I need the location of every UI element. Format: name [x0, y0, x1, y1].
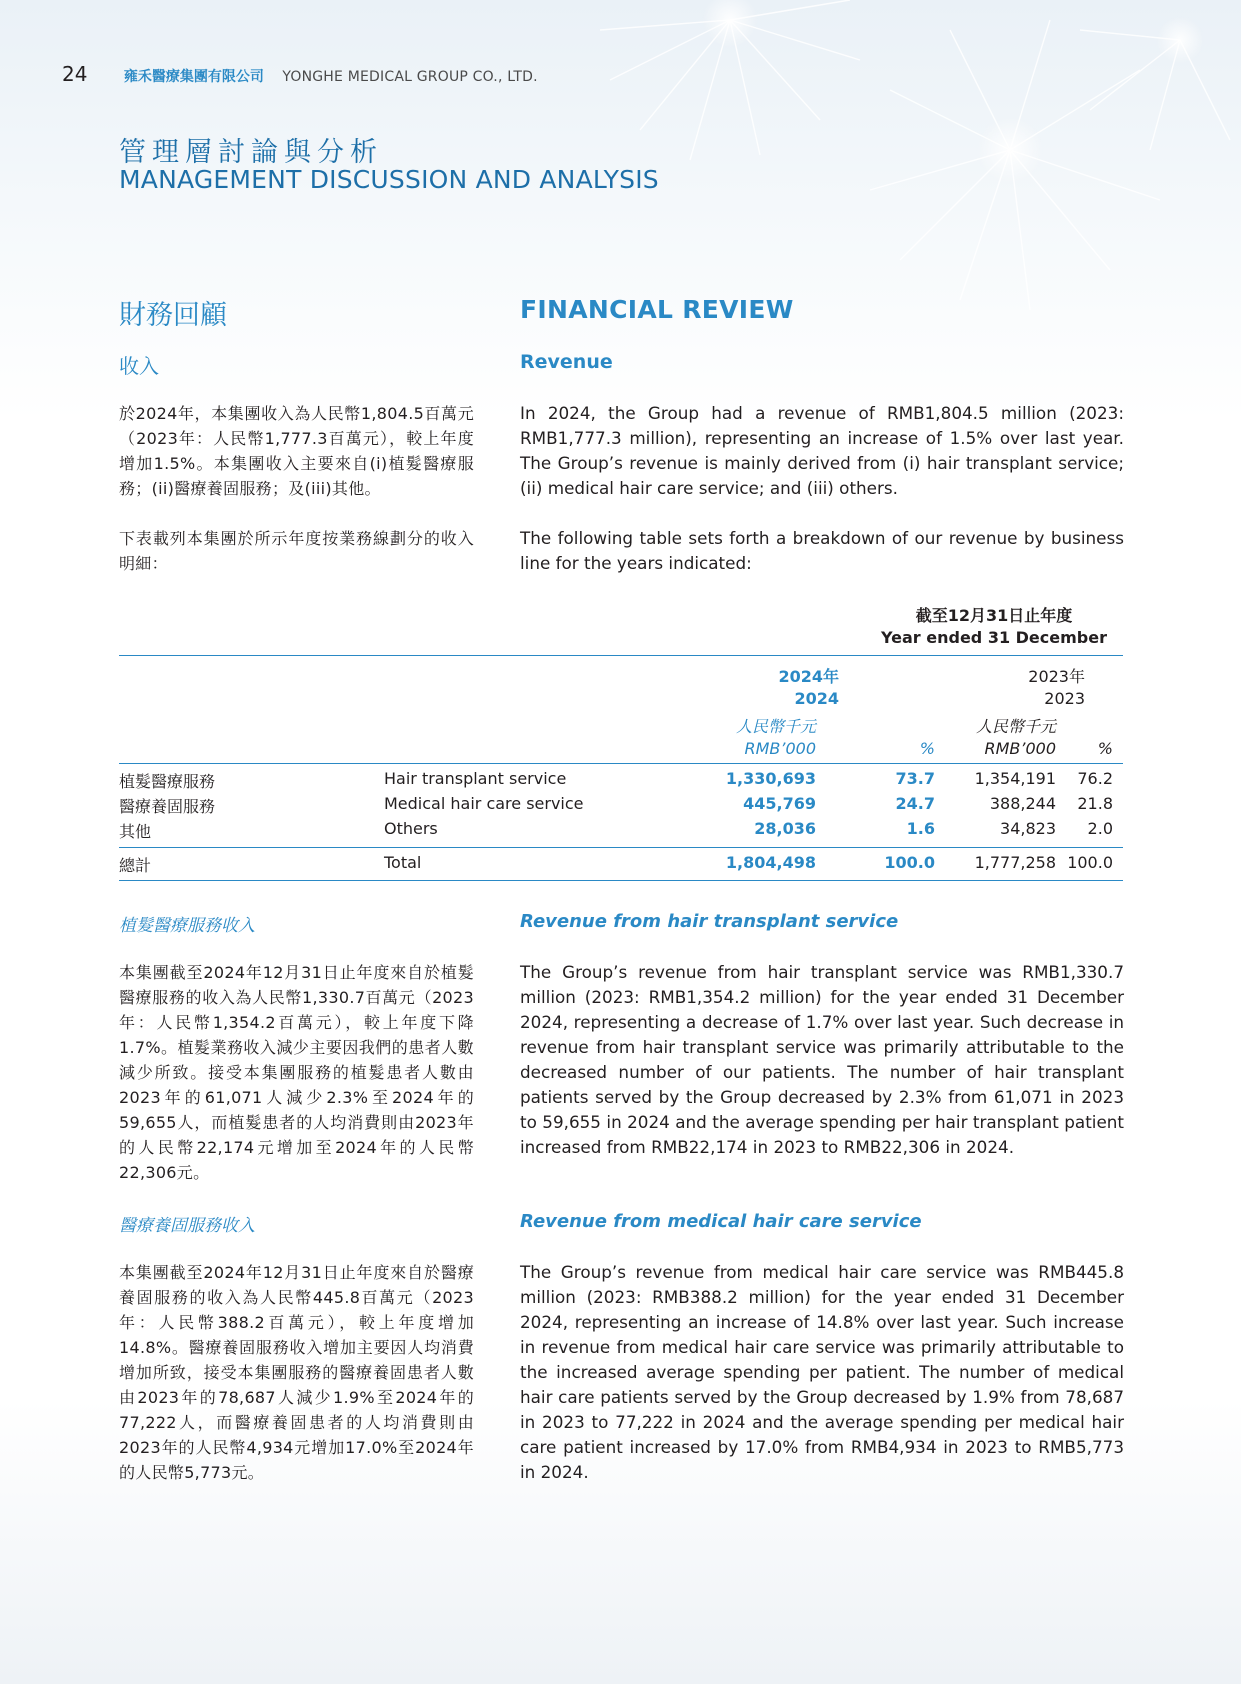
- table-row: [119, 819, 1123, 844]
- page-title-en: MANAGEMENT DISCUSSION AND ANALYSIS: [119, 165, 659, 194]
- table-year-2024-en: 2024: [794, 689, 839, 708]
- row-label-cn: 其他: [119, 822, 152, 841]
- revenue-paragraph-2-en: The following table sets forth a breakdown of our revenue by business line for the years indicated:: [520, 528, 1124, 573]
- row-value-2024: 445,769: [743, 794, 816, 813]
- row-pct-2023: 76.2: [1077, 769, 1113, 788]
- table-bottom-rule: [119, 880, 1123, 881]
- row-label-en: Others: [384, 819, 438, 838]
- row-label-cn: 植髮醫療服務: [119, 772, 216, 791]
- revenue-heading-en: Revenue: [520, 351, 613, 373]
- row-value-2023: 34,823: [1000, 819, 1056, 838]
- table-row: [119, 769, 1123, 794]
- total-pct-2024: 100.0: [884, 853, 935, 872]
- total-value-2023: 1,777,258: [974, 853, 1056, 872]
- table-period-cn: 截至12月31日止年度: [915, 606, 1073, 625]
- table-row: [119, 794, 1123, 819]
- table-year-2023-en: 2023: [1044, 689, 1085, 708]
- row-pct-2023: 2.0: [1087, 819, 1113, 838]
- table-year-2024-cn: 2024年: [778, 667, 839, 686]
- total-pct-2023: 100.0: [1067, 853, 1113, 872]
- row-value-2023: 388,244: [989, 794, 1056, 813]
- revenue-paragraph-1-en: In 2024, the Group had a revenue of RMB1,804.5 million (2023: RMB1,777.3 million), representing an increase of 1.5% over last year. The Group’s revenue is mainly derived from (i) hair transplant service; (ii) medical hair care service; and (iii) others.: [520, 403, 1124, 498]
- hair-transplant-paragraph-en: The Group’s revenue from hair transplant service was RMB1,330.7 million (2023: RMB1,354.2 million) for the year ended 31 December 2024, representing a decrease of 1.7% over last year. Such decrease in revenue from hair transplant service was primarily attributable to the decreased number of our patients. The number of hair transplant patients served by the Group decreased by 2.3% from 61,071 in 2023 to 59,655 in 2024 and the average spending per hair transplant patient increased from RMB22,174 in 2023 to RMB22,306 in 2024.: [520, 962, 1124, 1157]
- page-header: [62, 62, 538, 86]
- row-value-2023: 1,354,191: [974, 769, 1056, 788]
- revenue-paragraph-2-cn: 下表載列本集團於所示年度按業務線劃分的收入明細：: [119, 529, 474, 573]
- row-pct-2024: 1.6: [906, 819, 935, 838]
- total-value-2024: 1,804,498: [725, 853, 816, 872]
- company-name-cn: 雍禾醫療集團有限公司: [123, 69, 264, 85]
- table-total-rule: [119, 847, 1123, 848]
- row-label-en: Medical hair care service: [384, 794, 584, 813]
- revenue-heading-cn: 收入: [119, 354, 159, 378]
- table-unit-2023-en: RMB’000: [984, 739, 1056, 758]
- table-top-rule: [119, 655, 1123, 656]
- company-name-en: YONGHE MEDICAL GROUP CO., LTD.: [282, 69, 538, 85]
- hair-care-paragraph-cn: 本集團截至2024年12月31日止年度來自於醫療養固服務的收入為人民幣445.8百萬元（2023年：人民幣388.2百萬元），較上年度增加14.8%。醫療養固服務收入增加主要因人均消費增加所致，接受本集團服務的醫療養固患者人數由2023年的78,687人減少1.9%至2024年的77,222人，而醫療養固患者的人均消費則由2023年的人民幣4,934元增加17.0%至2024年的人民幣5,773元。: [119, 1263, 474, 1482]
- table-header-rule: [119, 763, 1123, 764]
- row-label-cn: 醫療養固服務: [119, 797, 216, 816]
- table-unit-2024-en: RMB’000: [744, 739, 816, 758]
- row-value-2024: 1,330,693: [725, 769, 816, 788]
- hair-care-heading-en: Revenue from medical hair care service: [520, 1211, 922, 1232]
- page-number: 24: [62, 62, 88, 86]
- row-pct-2024: 24.7: [895, 794, 935, 813]
- row-value-2024: 28,036: [754, 819, 816, 838]
- row-label-en: Hair transplant service: [384, 769, 567, 788]
- row-pct-2023: 21.8: [1077, 794, 1113, 813]
- table-unit-2024-cn: 人民幣千元: [735, 717, 816, 736]
- table-year-2023-cn: 2023年: [1028, 667, 1085, 686]
- hair-care-paragraph-en: The Group’s revenue from medical hair care service was RMB445.8 million (2023: RMB388.2 million) for the year ended 31 December 2024, representing an increase of 14.8% over last year. Such increase in revenue from medical hair care service was primarily attributable to the increased average spending per patient. The number of medical hair care patients served by the Group decreased by 1.9% from 78,687 in 2023 to 77,222 in 2024 and the average spending per medical hair care patient increased by 17.0% from RMB4,934 in 2023 to RMB5,773 in 2024.: [520, 1262, 1124, 1482]
- table-pct-2023-header: %: [1097, 739, 1113, 758]
- hair-transplant-heading-cn: 植髮醫療服務收入: [119, 916, 255, 936]
- table-total-row: [119, 853, 1123, 878]
- hair-care-heading-cn: 醫療養固服務收入: [119, 1216, 255, 1236]
- table-unit-2023-cn: 人民幣千元: [975, 717, 1056, 736]
- section-heading-en: FINANCIAL REVIEW: [520, 295, 794, 324]
- total-label-en: Total: [384, 853, 422, 872]
- page-title-cn: 管理層討論與分析: [119, 137, 383, 168]
- total-label-cn: 總計: [119, 856, 152, 875]
- table-pct-2024-header: %: [919, 739, 935, 758]
- revenue-paragraph-1-cn: 於2024年，本集團收入為人民幣1,804.5百萬元（2023年：人民幣1,777.3百萬元），較上年度增加1.5%。本集團收入主要來自(i)植髮醫療服務；(ii)醫療養固服務；及(iii)其他。: [119, 404, 474, 498]
- section-heading-cn: 財務回顧: [119, 300, 227, 331]
- table-period-en: Year ended 31 December: [881, 628, 1107, 647]
- hair-transplant-heading-en: Revenue from hair transplant service: [520, 911, 899, 932]
- hair-transplant-paragraph-cn: 本集團截至2024年12月31日止年度來自於植髮醫療服務的收入為人民幣1,330.7百萬元（2023年：人民幣1,354.2百萬元），較上年度下降1.7%。植髮業務收入減少主要因我們的患者人數減少所致。接受本集團服務的植髮患者人數由2023年的61,071人減少2.3%至2024年的59,655人，而植髮患者的人均消費則由2023年的人民幣22,174元增加至2024年的人民幣22,306元。: [119, 963, 474, 1182]
- row-pct-2024: 73.7: [895, 769, 935, 788]
